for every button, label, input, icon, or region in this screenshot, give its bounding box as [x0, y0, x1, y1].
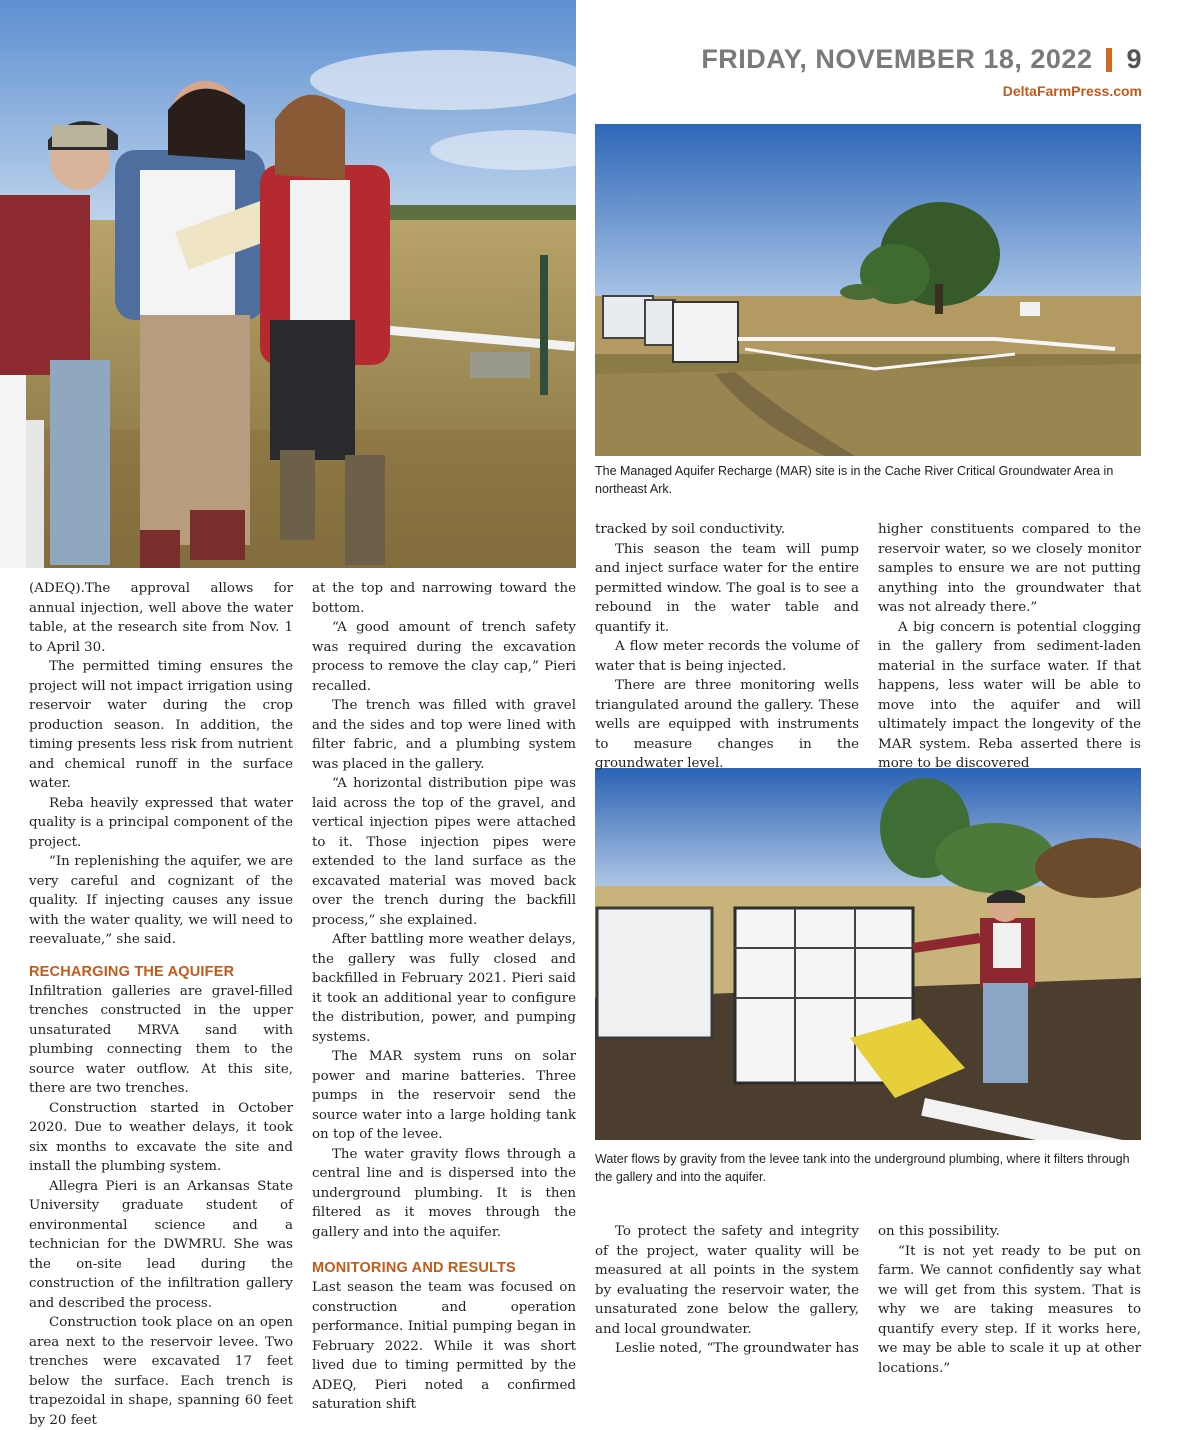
- paragraph: Infiltration galleries are gravel-filled trenches constructed in the upper unsaturated MRVA sand with plumbing connecting them to the source water outflow. At this site, there are two trenches.: [29, 983, 293, 1096]
- section-heading-recharging: RECHARGING THE AQUIFER: [29, 963, 235, 980]
- paragraph: “A good amount of trench safety was required during the excavation process to remove the clay cap,” Pieri recalled.: [312, 620, 576, 694]
- article-column-3-upper: [595, 520, 859, 774]
- paragraph: “A horizontal distribution pipe was laid across the top of the gravel, and vertical injection pipes were attached to it. Those injection pipes were extended to the land surface as the excavated material was moved back over the trench during the backfill process,” she explained.: [312, 776, 576, 928]
- article-column-3-lower: [595, 1222, 859, 1359]
- page-number: 9: [1126, 44, 1142, 74]
- paragraph: at the top and narrowing toward the bottom.: [312, 581, 576, 616]
- photo-researchers-illustration: [0, 0, 576, 568]
- paragraph: Last season the team was focused on construction and operation performance. Initial pumping began in February 2022. While it was short lived due to timing permitted by the ADEQ, Pieri noted a confirmed saturation shift: [312, 1280, 576, 1412]
- paragraph: The permitted timing ensures the project will not impact irrigation using reservoir water during the crop production season. In addition, the timing presents less risk from nutrient and chemical runoff in the surface water.: [29, 659, 293, 791]
- paragraph: Reba heavily expressed that water quality is a principal component of the project.: [29, 795, 293, 850]
- paragraph: higher constituents compared to the reservoir water, so we closely monitor samples to ensure we are not putting anything into the groundwater that was not already there.”: [878, 522, 1141, 615]
- paragraph: The water gravity flows through a central line and is dispersed into the underground plumbing. It is then filtered as it moves through the gallery and into the aquifer.: [312, 1146, 576, 1240]
- photo-researchers-in-field: [0, 0, 576, 568]
- paragraph: This season the team will pump and inject surface water for the entire permitted window. The goal is to see a rebound in the water table and quantify it.: [595, 541, 859, 635]
- article-column-4-lower: [878, 1222, 1141, 1378]
- paragraph: A flow meter records the volume of water that is being injected.: [595, 639, 859, 674]
- header-divider: [1106, 48, 1112, 72]
- photo-mar-site: [595, 124, 1141, 456]
- photo-levee-tanks-illustration: [595, 768, 1141, 1140]
- paragraph: “In replenishing the aquifer, we are very careful and cognizant of the quality. If injecting causes any issue with the water quality, we will need to reevaluate,” she said.: [29, 854, 293, 947]
- article-column-2: [312, 579, 576, 1415]
- article-column-1: [29, 579, 293, 1430]
- article-column-4-upper: [878, 520, 1141, 774]
- paragraph: There are three monitoring wells triangulated around the gallery. These wells are equipped with instruments to measure changes in the groundwater level.: [595, 678, 859, 771]
- paragraph: on this possibility.: [878, 1224, 1000, 1239]
- page-header: [701, 44, 1142, 75]
- photo-mar-site-illustration: [595, 124, 1141, 456]
- paragraph: (ADEQ).The approval allows for annual injection, well above the water table, at the research site from Nov. 1 to April 30.: [29, 581, 293, 655]
- paragraph: tracked by soil conductivity.: [595, 522, 786, 537]
- paragraph: “It is not yet ready to be put on farm. We cannot confidently say what we will get from this system. That is why we are taking measures to quantify every step. If it works here, we may be able to scale it up at other locations.”: [878, 1243, 1141, 1376]
- paragraph: Allegra Pieri is an Arkansas State University graduate student of environmental science and a technician for the DWMRU. She was the on-site lead during the construction of the infiltration gallery and described the process.: [29, 1178, 293, 1311]
- paragraph: Construction took place on an open area next to the reservoir levee. Two trenches were excavated 17 feet below the surface. Each trench is trapezoidal in shape, spanning 60 feet by 20 feet: [29, 1315, 293, 1428]
- website-link[interactable]: DeltaFarmPress.com: [1002, 83, 1142, 99]
- paragraph: Construction started in October 2020. Due to weather delays, it took six months to excavate the site and install the plumbing system.: [29, 1100, 293, 1174]
- photo-levee-tanks: [595, 768, 1141, 1140]
- paragraph: Leslie noted, “The groundwater has: [615, 1341, 859, 1356]
- paragraph: After battling more weather delays, the gallery was fully closed and backfilled in February 2021. Pieri said it took an additional year to configure the distribution, power, and pumping systems.: [312, 932, 576, 1045]
- paragraph: The trench was filled with gravel and the sides and top were lined with filter fabric, and a plumbing system was placed in the gallery.: [312, 698, 576, 772]
- paragraph: A big concern is potential clogging in the gallery from sediment-laden material in the surface water. If that happens, less water will be able to move into the aquifer and will ultimately impact the longevity of the MAR system. Reba asserted there is more to be discovered: [878, 619, 1141, 771]
- caption-levee-tanks: Water flows by gravity from the levee tank into the underground plumbing, where it filters through the gallery and into the aquifer.: [595, 1152, 1130, 1184]
- paragraph: The MAR system runs on solar power and marine batteries. Three pumps in the reservoir send the source water into a large holding tank on top of the levee.: [312, 1049, 576, 1142]
- section-heading-monitoring: MONITORING AND RESULTS: [312, 1260, 516, 1276]
- issue-date: FRIDAY, NOVEMBER 18, 2022: [701, 44, 1093, 74]
- caption-mar-site: The Managed Aquifer Recharge (MAR) site is in the Cache River Critical Groundwater Area in northeast Ark.: [595, 464, 1114, 496]
- paragraph: To protect the safety and integrity of the project, water quality will be measured at all points in the system by evaluating the reservoir water, the unsaturated zone below the gallery, and local groundwater.: [595, 1224, 859, 1337]
